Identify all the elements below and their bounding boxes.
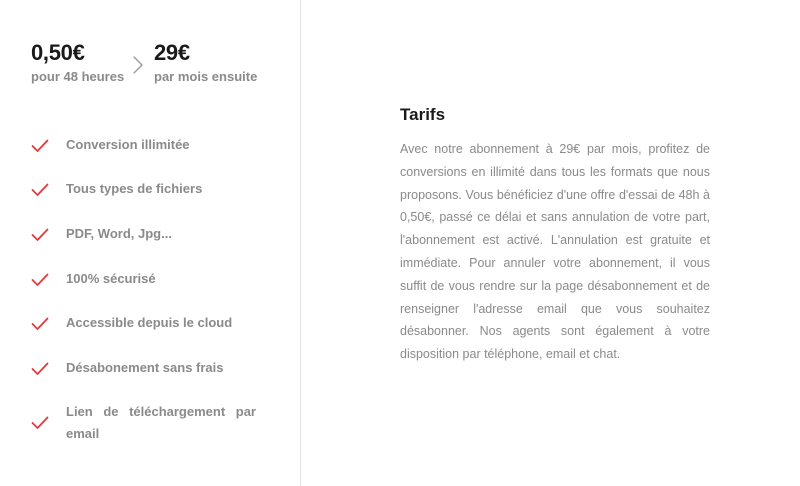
monthly-price-amount: 29€ xyxy=(154,40,190,65)
intro-price-caption: pour 48 heures xyxy=(31,69,125,84)
section-title: Tarifs xyxy=(400,105,446,124)
check-icon xyxy=(31,317,49,331)
check-icon xyxy=(31,362,49,376)
feature-label: PDF, Word, Jpg... xyxy=(66,226,172,241)
check-icon xyxy=(31,228,49,242)
feature-label: Conversion illimitée xyxy=(66,137,190,152)
pricing-panel xyxy=(0,0,301,486)
feature-label: Désabonement sans frais xyxy=(66,360,224,375)
check-icon xyxy=(31,139,49,153)
chevron-right-icon xyxy=(132,55,144,75)
feature-label: Lien de téléchargement par email xyxy=(66,404,256,441)
section-body: Avec notre abonnement à 29€ par mois, profitez de conversions en illimité dans tous les formats que nous proposons. Vous bénéficiez d'une offre d'essai de 48h à 0,50€, passé ce délai et sans annulation de votre part, l'abonnement est activé. L'annulation est gratuite et immédiate. Pour annuler votre abonnement, il vous suffit de vous rendre sur la page désabonnement et de renseigner l'adresse email que vous souhaitez désabonner. Nos agents sont également à votre disposition par téléphone, email et chat. xyxy=(400,142,710,362)
feature-label: Accessible depuis le cloud xyxy=(66,315,233,330)
intro-price xyxy=(31,40,124,84)
monthly-price xyxy=(154,40,257,84)
check-icon xyxy=(31,273,49,287)
feature-label: Tous types de fichiers xyxy=(66,181,203,196)
check-icon xyxy=(31,183,49,197)
check-icon xyxy=(31,416,49,430)
tarifs-section xyxy=(400,104,710,366)
feature-label: 100% sécurisé xyxy=(66,271,156,286)
monthly-price-caption: par mois ensuite xyxy=(154,69,258,84)
intro-price-amount: 0,50€ xyxy=(31,40,85,65)
